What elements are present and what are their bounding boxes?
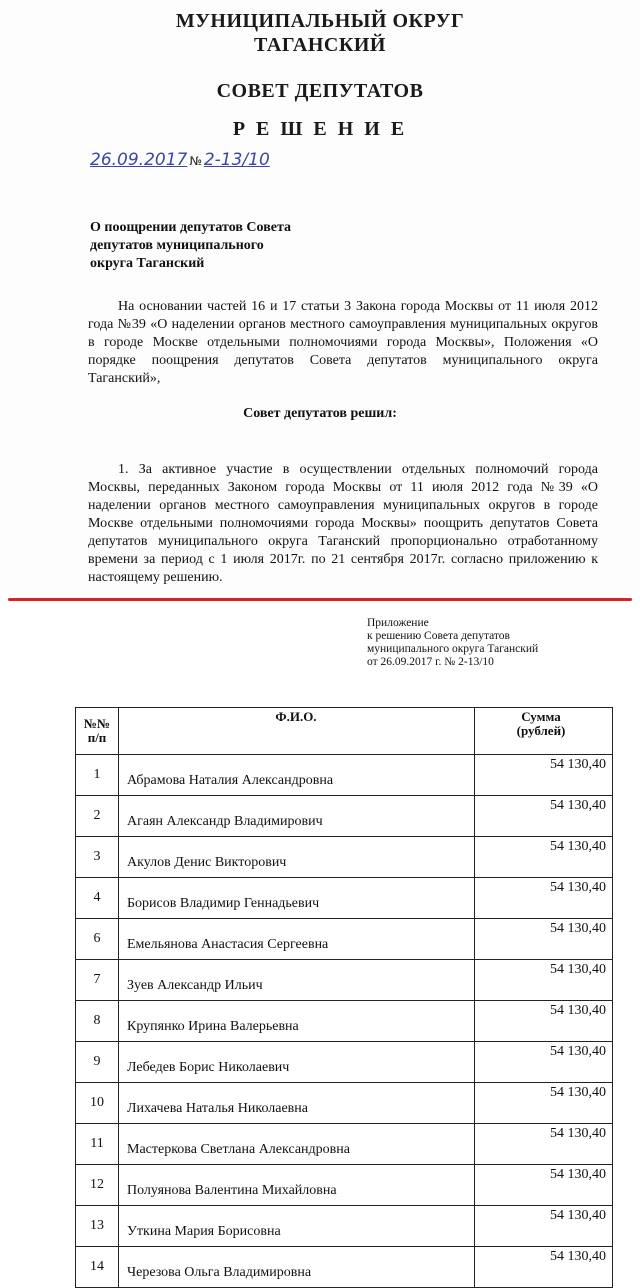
row-name: Борисов Владимир Геннадьевич (119, 878, 475, 919)
row-sum: 54 130,40 (475, 796, 613, 837)
row-sum: 54 130,40 (475, 1247, 613, 1288)
row-name: Полуянова Валентина Михайловна (119, 1165, 475, 1206)
row-number: 14 (76, 1247, 119, 1288)
row-number: 9 (76, 1042, 119, 1083)
row-number: 7 (76, 960, 119, 1001)
row-name: Лихачева Наталья Николаевна (119, 1083, 475, 1124)
appendix-line: от 26.09.2017 г. № 2-13/10 (367, 656, 494, 668)
row-number: 11 (76, 1124, 119, 1165)
table-row (76, 1165, 613, 1206)
appendix-note (367, 617, 538, 669)
table-row (76, 878, 613, 919)
row-number: 2 (76, 796, 119, 837)
number-sign: № (189, 154, 202, 168)
point-1-paragraph: 1. За активное участие в осуществлении отдельных полномочий города Москвы, переданных Законом города Москвы от 11 июля 2012 года №39 «О наделении органов местного самоуправления муниципальных округов в городе Москве отдельными полномочиями города Москвы» поощрить депутатов Совета депутатов муниципального округа Таганский пропорционально отработанному времени за период с 1 июля 2017г. по 21 сентября 2017г. согласно приложению к настоящему решению. (88, 462, 598, 585)
row-number: 1 (76, 755, 119, 796)
col-header-sum-unit: (рублей) (516, 723, 566, 738)
col-header-name: Ф.И.О. (119, 708, 475, 755)
table-row (76, 1083, 613, 1124)
row-name: Уткина Мария Борисовна (119, 1206, 475, 1247)
table-row (76, 1124, 613, 1165)
row-name: Черезова Ольга Владимировна (119, 1247, 475, 1288)
row-number: 4 (76, 878, 119, 919)
subject-line: депутатов муниципального (90, 238, 264, 253)
appendix-line: к решению Совета депутатов (367, 630, 510, 642)
decision-number: 2-13/10 (203, 150, 270, 170)
divider-line (8, 598, 632, 601)
row-sum: 54 130,40 (475, 960, 613, 1001)
table-row (76, 1001, 613, 1042)
row-sum: 54 130,40 (475, 919, 613, 960)
table-row (76, 796, 613, 837)
row-sum: 54 130,40 (475, 1206, 613, 1247)
row-sum: 54 130,40 (475, 1165, 613, 1206)
row-sum: 54 130,40 (475, 1042, 613, 1083)
table-row (76, 1247, 613, 1288)
subject-line: округа Таганский (90, 256, 205, 271)
table-row (76, 837, 613, 878)
row-number: 10 (76, 1083, 119, 1124)
resolved-heading: Совет депутатов решил: (243, 406, 397, 421)
header-district-name: ТАГАНСКИЙ (254, 34, 386, 56)
decision-page (0, 0, 640, 592)
row-name: Акулов Денис Викторович (119, 837, 475, 878)
row-name: Крупянко Ирина Валерьевна (119, 1001, 475, 1042)
row-name: Лебедев Борис Николаевич (119, 1042, 475, 1083)
table-row (76, 755, 613, 796)
decision-date: 26.09.2017 (90, 150, 188, 170)
table-row (76, 919, 613, 960)
appendix-line: муниципального округа Таганский (367, 643, 539, 655)
col-header-num: №№ п/п (76, 708, 119, 755)
col-header-sum-title: Сумма (521, 709, 561, 724)
row-name: Агаян Александр Владимирович (119, 796, 475, 837)
row-number: 13 (76, 1206, 119, 1247)
row-name: Абрамова Наталия Александровна (119, 755, 475, 796)
deputies-table (75, 707, 613, 1288)
table-header-row (76, 708, 613, 755)
row-number: 12 (76, 1165, 119, 1206)
row-sum: 54 130,40 (475, 837, 613, 878)
row-name: Зуев Александр Ильич (119, 960, 475, 1001)
appendix-line: Приложение (367, 617, 429, 629)
row-sum: 54 130,40 (475, 1083, 613, 1124)
header-doc-type: Р Е Ш Е Н И Е (232, 118, 408, 140)
header-district: МУНИЦИПАЛЬНЫЙ ОКРУГ (175, 10, 465, 32)
decision-subject (90, 219, 291, 273)
decision-date-number (90, 150, 270, 170)
row-number: 3 (76, 837, 119, 878)
row-name: Мастеркова Светлана Александровна (119, 1124, 475, 1165)
table-row (76, 1042, 613, 1083)
row-sum: 54 130,40 (475, 1001, 613, 1042)
row-sum: 54 130,40 (475, 755, 613, 796)
row-number: 6 (76, 919, 119, 960)
row-sum: 54 130,40 (475, 1124, 613, 1165)
col-header-sum (475, 708, 613, 755)
row-name: Емельянова Анастасия Сергеевна (119, 919, 475, 960)
table-row (76, 960, 613, 1001)
preamble-paragraph: На основании частей 16 и 17 статьи 3 Закона города Москвы от 11 июля 2012 года №39 «О наделении органов местного самоуправления муниципальных округов в городе Москве отдельными полномочиями города Москвы», Положения «О порядке поощрения депутатов Совета депутатов муниципального округа Таганский», (88, 299, 598, 386)
subject-line: О поощрении депутатов Совета (90, 220, 292, 235)
row-number: 8 (76, 1001, 119, 1042)
row-sum: 54 130,40 (475, 878, 613, 919)
header-council: СОВЕТ ДЕПУТАТОВ (216, 80, 424, 102)
